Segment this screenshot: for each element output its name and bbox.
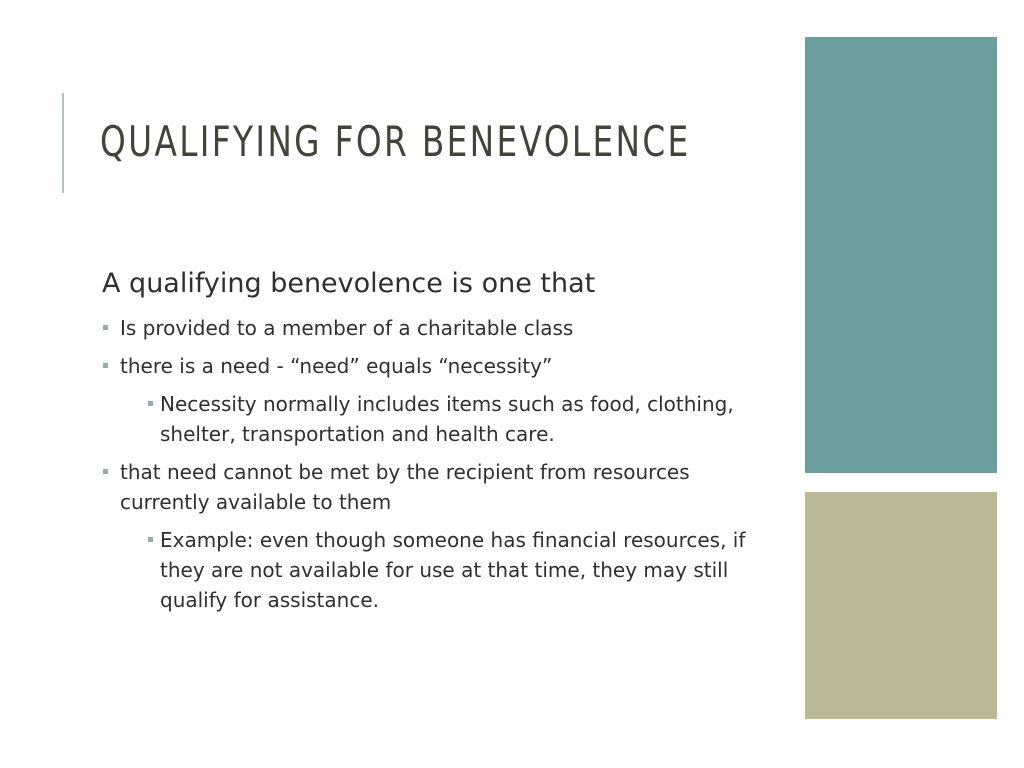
- bullet-item: [102, 351, 772, 449]
- slide-body: [102, 263, 772, 615]
- khaki-decorative-block: [805, 492, 997, 719]
- sub-bullet-list: [120, 389, 772, 449]
- square-bullet-icon: [148, 537, 153, 542]
- sub-bullet-item: [141, 525, 772, 615]
- square-bullet-icon: [103, 469, 108, 474]
- sub-bullet-list: [120, 525, 772, 615]
- lead-text: A qualifying benevolence is one that: [102, 268, 596, 299]
- bullet-item: [102, 313, 772, 343]
- sub-bullet-item: [141, 389, 772, 449]
- title-accent-rule: [62, 93, 64, 193]
- bullet-list: [102, 313, 772, 615]
- bullet-text: that need cannot be met by the recipient from resources currently available to them: [120, 460, 690, 514]
- bullet-text: Is provided to a member of a charitable class: [120, 316, 574, 340]
- square-bullet-icon: [103, 363, 108, 368]
- sub-bullet-text: Example: even though someone has financial resources, if they are not available for use at that time, they may still qualify for assistance.: [160, 528, 746, 612]
- slide-title: QUALIFYING FOR BENEVOLENCE: [100, 117, 691, 166]
- bullet-item: [102, 457, 772, 615]
- sub-bullet-text: Necessity normally includes items such as food, clothing, shelter, transportation and health care.: [160, 392, 734, 446]
- teal-decorative-block: [805, 37, 997, 473]
- square-bullet-icon: [148, 401, 153, 406]
- bullet-text: there is a need - “need” equals “necessity”: [120, 354, 553, 378]
- square-bullet-icon: [103, 325, 108, 330]
